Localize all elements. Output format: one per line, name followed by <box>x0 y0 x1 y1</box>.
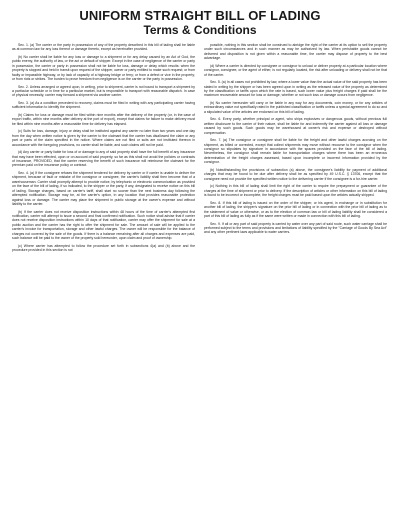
terms-paragraph: Sec. 7. (a) The consignor or consignee shall be liable for the freight and other lawful charges accruing on the shipment, as billed or corrected, except that collect shipments may move without recourse to the consignor when the consignor so stipulates by signature in accordance with the spaces provided on the face of the bill of lading. Nevertheless, the consignor shall remain liable for transportation charges where there has been an erroneous determination of the freight charges assessed, based upon incomplete or incorrect information provided by the consignor. <box>204 138 387 165</box>
terms-paragraph: (b) No carrier shall be liable for any loss or damage to a shipment or for any delay caused by an Act of God, the public enemy, the authority of law, or the act or default of shipper. Except in the case of negligence of the carrier or party in possession, the carrier or party in possession shall not be liable for loss, damage or delay which results: when the property is stopped and held in transit upon request of the shipper, owner or party entitled to make such request; or from faulty or impassible highway, or by lack of capacity of a highway bridge or ferry; or from a defect or vice in the property; or from riots or strikes. The burden to prove freedom from negligence is on the carrier or the party in possession. <box>12 55 195 82</box>
terms-paragraph: (d) Any carrier or party liable for loss of or damage to any of said property shall have the full benefit of any insurance that may have been effected, upon or on account of said property, so far as this shall not avoid the policies or contracts of insurance, PROVIDED, that the carrier reserving the benefit of such insurance will reimburse the claimant for the premium paid on the insurance policy or contract. <box>12 150 195 168</box>
terms-paragraph: Sec. 8. If this bill of lading is issued on the order of the shipper, or his agent, in exchange or in substitution for another bill of lading, the shipper's signature on the prior bill of lading or in connection with the prior bill of lading as to the statement of value or otherwise, or as to the election of common law or bill of lading liability shall be considered a part of this bill of lading as fully as if the same were written or made in connection with this bill of lading. <box>204 200 387 218</box>
right-column <box>204 43 387 513</box>
terms-paragraph: Sec. 5. (a) In all cases not prohibited by law, where a lower value than the actual value of the said property has been stated in writing by the shipper or has been agreed upon in writing as the released value of the property as determined by the classification or tariffs upon which the rate is based, such lower value plus freight charges if paid shall be the maximum recoverable amount for loss or damage, whether or not such loss or damage occurs from negligence. <box>204 80 387 98</box>
terms-paragraph: Sec. 1. (a) The carrier or the party in possession of any of the property described in this bill of lading shall be liable as at common law for any loss thereof or damage thereto, except as hereinafter provided. <box>12 43 195 52</box>
terms-paragraph: (c) Suits for loss, damage, injury or delay shall be instituted against any carrier no later than two years and one day from the day when written notice is given by the carrier to the claimant that the carrier has disallowed the claim or any part or parts of the claim specified in the notice. Where claims are not filed or suits are not instituted thereon in accordance with the foregoing provisions, no carrier shall be liable, and such claims will not be paid. <box>12 129 195 147</box>
left-column <box>12 43 195 513</box>
terms-paragraph: (b) No carrier hereunder will carry or be liable in any way for any documents, coin money, or for any articles of extraordinary value not specifically rated in the published classification or tariffs unless a special agreement to do so and a stipulated value of the articles are endorsed on this bill of lading. <box>204 101 387 114</box>
terms-paragraph: (c) Where carrier has attempted to follow the procedure set forth in subsections 4(a) and (b) above and the procedure provided in this section is not <box>12 243 195 252</box>
terms-paragraph: (b) Notwithstanding the provisions of subsection (a) above, the consignee's liability for payment of additional charges that may be found to be due after delivery shall be as specified by 49 U.S.C. § 13706, except that the consignee need not provide the specified written notice to the delivering carrier if the consignee is a for-hire carrier. <box>204 167 387 181</box>
terms-paragraph: Sec. 4. (a) If the consignee refuses the shipment tendered for delivery by carrier or if carrier is unable to deliver the shipment, because of fault or mistake of the consignor or consignee, the carrier's liability shall then become that of a warehouseman. Carrier shall promptly attempt to provide notice, by telephonic or electronic communication as provided on the face of the bill of lading, if so indicated, to the shipper or the party, if any, designated to receive notice on this bill of lading. Storage charges, based on carrier's tariff, shall start no sooner than the next business day following the attempted notification. Storage may be, at the carrier's option, in any location that provides reasonable protection against loss or damage. The carrier may place the shipment in public storage at the owner's expense and without liability to the carrier. <box>12 171 195 206</box>
terms-paragraph: Sec. 6. Every party, whether principal or agent, who ships explosives or dangerous goods, without previous full written disclosure to the carrier of their nature, shall be liable for and indemnify the carrier against all loss or damage caused by such goods. Such goods may be warehoused at owner's risk and expense or destroyed without compensation. <box>204 117 387 135</box>
terms-paragraph: Sec. 9. If all or any part of said property is carried by water over any part of said route, such water carriage shall be performed subject to the terms and provisions and limitations of liability specified by the "Carriage of Goods By Sea Act" and any other pertinent laws applicable to water carriers. <box>204 221 387 235</box>
terms-paragraph: (b) Claims for loss or damage must be filed within nine months after the delivery of the property (or, in the case of export traffic, within nine months after delivery at the port of export), except that claims for failure to make delivery must be filed within nine months after a reasonable time for delivery has elapsed. <box>12 113 195 126</box>
terms-paragraph: (c) Nothing in this bill of lading shall limit the right of the carrier to require the prepayment or guarantee of the charges at the time of shipment or prior to delivery. If the description of articles or other information on this bill of lading is found to be incorrect or incomplete, the freight charges must be paid based upon the articles actually shipped. <box>204 184 387 198</box>
terms-columns <box>12 43 388 513</box>
document-subtitle: Terms & Conditions <box>143 23 257 37</box>
terms-paragraph: possible, nothing in this section shall be construed to abridge the right of the carrier at its option to sell the property under such circumstances and in such manner as may be authorized by law. When perishable goods cannot be delivered and disposition is not given within a reasonable time, the carrier may dispose of property to the best advantage. <box>204 43 387 61</box>
terms-paragraph: (b) If the carrier does not receive disposition instructions within 48 hours of the time of carrier's attempted first notification, carrier will attempt to issue a second and final confirmed notification. Such notice shall advise that if carrier does not receive disposition instructions within 10 days of that notification, carrier may offer the shipment for sale at a public auction and the carrier has the right to offer the shipment for sale. The amount of sale will be applied to the carrier's invoice for transportation, storage and other lawful charges. The owner will be responsible for the balance of charges not covered by the sale of the goods. If there is a balance remaining after all charges and expenses are paid, such balance will be paid to the owner of the property sold hereunder, upon claim and proof of ownership. <box>12 209 195 240</box>
document-title: UNIFORM STRAIGHT BILL OF LADING <box>79 8 321 23</box>
terms-paragraph: Sec. 3. (a) As a condition precedent to recovery, claims must be filed in writing with any participating carrier having sufficient information to identify the shipment. <box>12 101 195 110</box>
terms-paragraph: Sec. 2. Unless arranged or agreed upon, in writing, prior to shipment, carrier is not bound to transport a shipment by a particular schedule or in time for a particular market, but is responsible to transport with reasonable dispatch. In case of physical necessity, carrier may forward a shipment via another carrier. <box>12 84 195 98</box>
terms-paragraph: (d) Where a carrier is directed by consignee or consignor to unload or deliver property at a particular location where consignor, consignee, or the agent of either, is not regularly located, the risk after unloading or delivery shall not be that of the carrier. <box>204 63 387 77</box>
